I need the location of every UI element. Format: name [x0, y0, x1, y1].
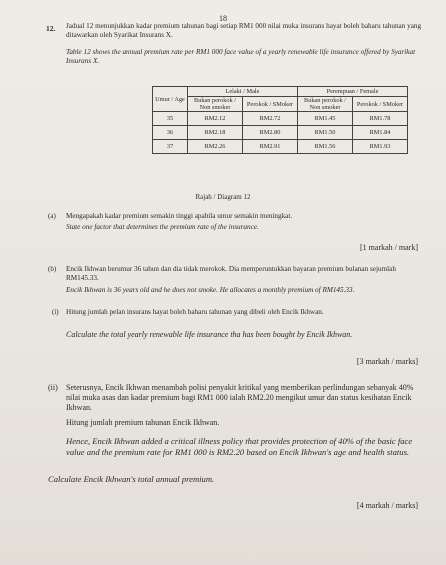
diagram-caption: Rajah / Diagram 12 — [195, 193, 251, 201]
part-b-english: Encik Ikhwan is 36 years old and he does not smoke. He allocates a monthly premium of RM145.33. — [66, 286, 355, 294]
page-number: 18 — [219, 14, 227, 23]
part-a-marks: [1 markah / mark] — [360, 243, 418, 252]
age-cell: 35 — [153, 112, 188, 126]
rate-cell: RM1.78 — [353, 112, 408, 126]
rate-cell: RM2.26 — [188, 140, 243, 154]
rate-cell: RM2.12 — [188, 112, 243, 126]
premium-rate-table — [152, 86, 408, 154]
part-bi-malay: Hitung jumlah pelan insurans hayat boleh baharu tahunan yang dibeli oleh Encik Ikhwan. — [66, 308, 324, 316]
rate-cell: RM2.18 — [188, 126, 243, 140]
age-cell: 37 — [153, 140, 188, 154]
rate-cell: RM2.72 — [243, 112, 298, 126]
female-smoker-header: Perokok / SMoker — [353, 97, 408, 112]
age-header: Umur / Age — [153, 87, 188, 112]
part-bii-malay: Seterusnya, Encik Ikhwan menambah polisi penyakit kritikal yang memberikan perlindungan sebanyak 40% nilai muka asas dan kadar premium bagi RM1 000 ialah RM2.20 mengikut umur dan status kesihatan Encik Ikhwan. — [66, 383, 414, 412]
rate-cell: RM2.80 — [243, 126, 298, 140]
rate-cell: RM2.91 — [243, 140, 298, 154]
male-smoker-header: Perokok / SMoker — [243, 97, 298, 112]
rate-cell: RM1.45 — [298, 112, 353, 126]
intro-english: Table 12 shows the annual premium rate per RM1 000 face value of a yearly renewable life insurance offered by Syarikat Insurans X. — [66, 48, 416, 65]
part-bi-marks: [3 markah / marks] — [356, 357, 418, 366]
rate-cell: RM1.84 — [353, 126, 408, 140]
question-number: 12. — [46, 24, 56, 33]
part-a-label: (a) — [48, 212, 56, 220]
part-bii-marks: [4 markah / marks] — [356, 501, 418, 510]
female-nonsmoker-header: Bukan perokok / Non smoker — [298, 97, 353, 112]
female-header: Perempuan / Female — [298, 87, 408, 97]
part-b-label: (b) — [48, 265, 57, 273]
table-row — [153, 126, 408, 140]
part-bii-english-question: Calculate Encik Ikhwan's total annual premium. — [48, 474, 215, 484]
rate-cell: RM1.50 — [298, 126, 353, 140]
part-a-malay: Mengapakah kadar premium semakin tinggi apabila umur semakin meningkat. — [66, 212, 293, 220]
part-bii-english: Hence, Encik Ikhwan added a critical illness policy that provides protection of 40% of the basic face value and the premium rate for RM1 000 is RM2.20 based on Encik Ikhwan's age and health status. — [66, 436, 413, 457]
age-cell: 36 — [153, 126, 188, 140]
part-bi-label: (i) — [52, 308, 59, 316]
part-b-malay: Encik Ikhwan berumur 36 tahun dan dia tidak merokok. Dia memperuntukkan bayaran premium bulanan sejumlah RM145.33. — [66, 265, 396, 282]
part-bi-english: Calculate the total yearly renewable life insurance tha has been bought by Encik Ikhwan. — [66, 330, 353, 339]
rate-cell: RM1.56 — [298, 140, 353, 154]
intro-malay: Jadual 12 menunjukkan kadar premium tahunan bagi setiap RM1 000 nilai muka insurans hayat boleh baharu tahunan yang ditawarkan oleh Syarikat Insurans X. — [66, 22, 422, 39]
rate-cell: RM1.93 — [353, 140, 408, 154]
part-a-english: State one factor that determines the premium rate of the insurance. — [66, 223, 259, 231]
table-row — [153, 140, 408, 154]
table-row — [153, 112, 408, 126]
part-bii-label: (ii) — [48, 383, 58, 392]
part-bii-malay-question: Hitung jumlah premium tahunan Encik Ikhwan. — [66, 418, 220, 427]
male-header: Lelaki / Male — [188, 87, 298, 97]
male-nonsmoker-header: Bukan perokok / Non smoker — [188, 97, 243, 112]
